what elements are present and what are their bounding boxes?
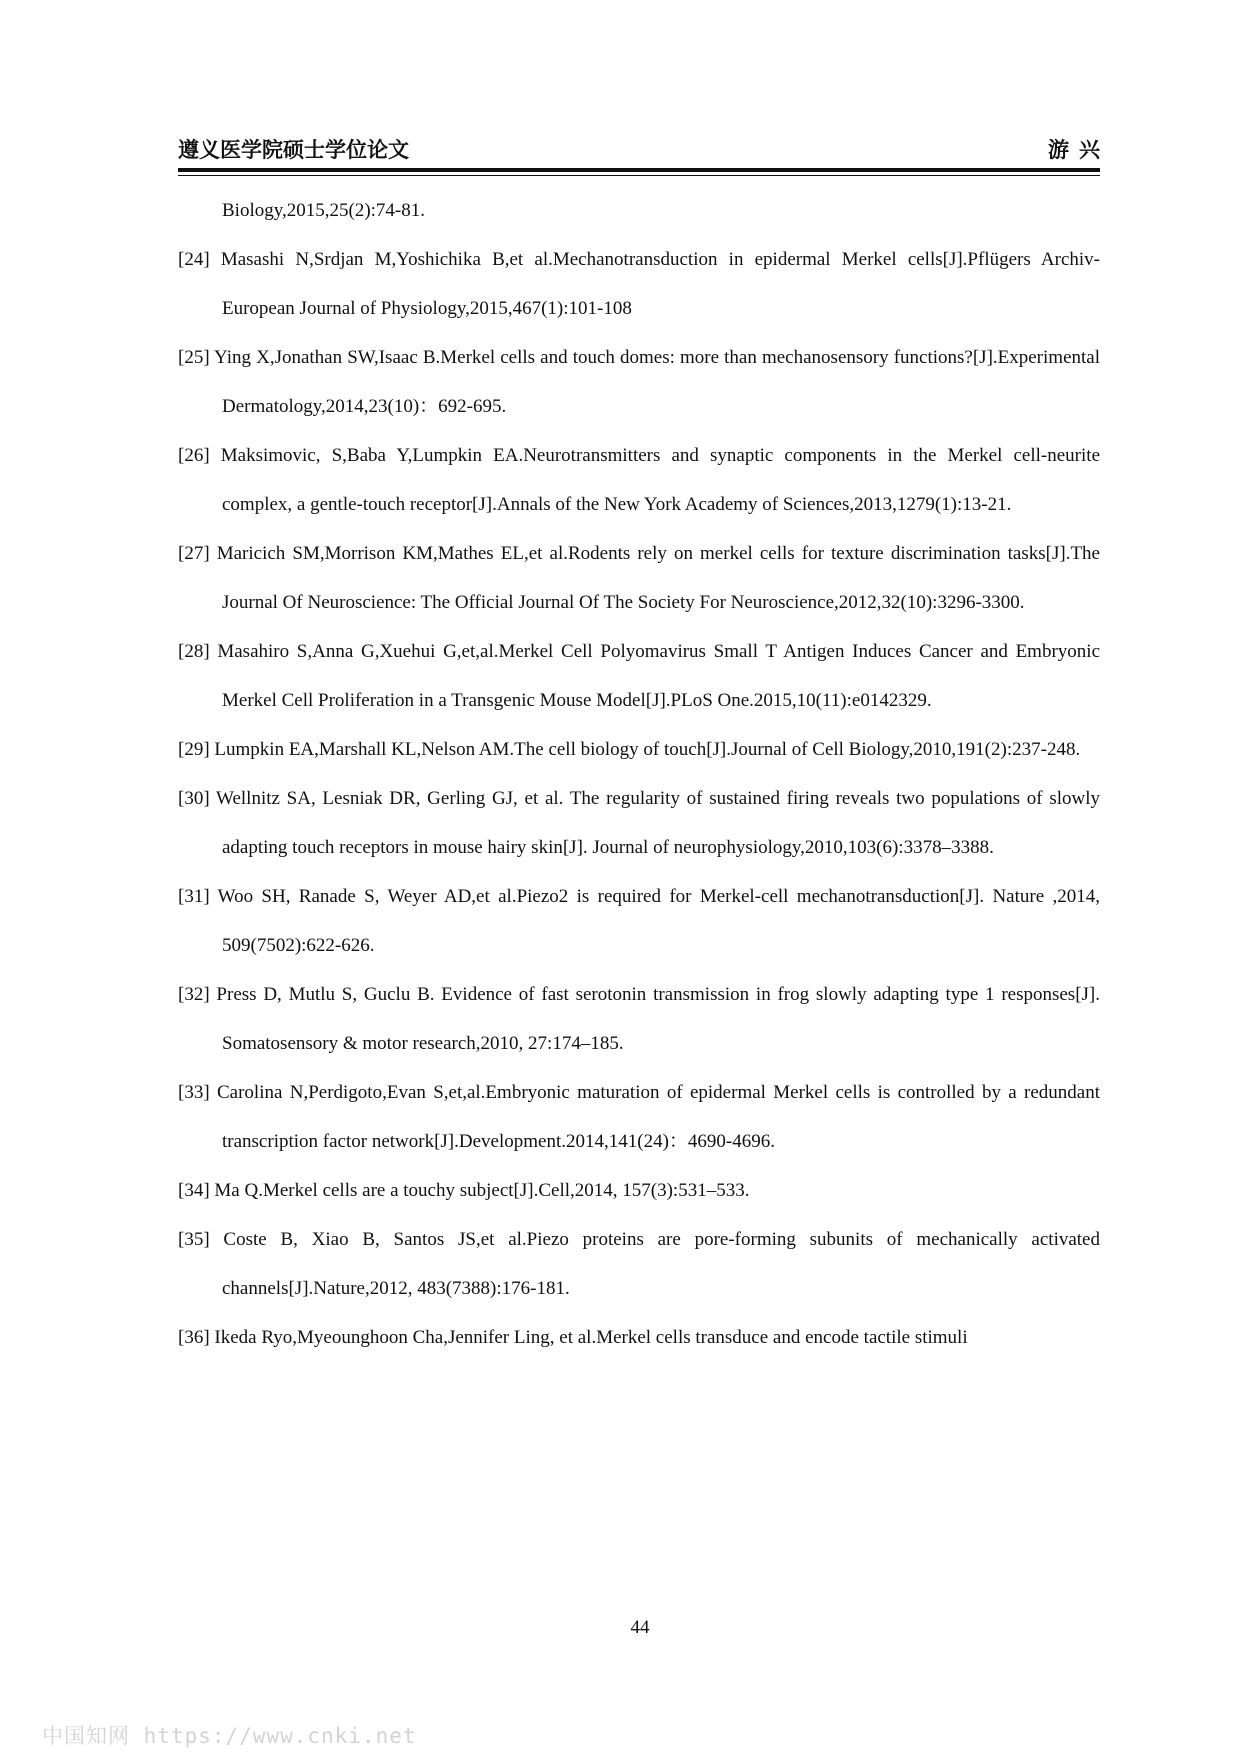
reference-list (178, 186, 1100, 1362)
cnki-watermark: 中国知网 https://www.cnki.net (42, 1724, 417, 1748)
reference-31: [31] Woo SH, Ranade S, Weyer AD,et al.Piezo2 is required for Merkel-cell mechanotransduction[J]. Nature ,2014, 509(7502):622-626. (178, 886, 1100, 956)
page-number: 44 (630, 1617, 650, 1638)
header-rule-thick (178, 168, 1100, 172)
thesis-title: 遵义医学院硕士学位论文 (178, 137, 409, 162)
running-header (178, 128, 1110, 164)
reference-36: [36] Ikeda Ryo,Myeounghoon Cha,Jennifer Ling, et al.Merkel cells transduce and encode tactile stimuli (178, 1327, 968, 1348)
reference-29: [29] Lumpkin EA,Marshall KL,Nelson AM.The cell biology of touch[J].Journal of Cell Biology,2010,191(2):237-248. (178, 739, 1081, 760)
reference-26: [26] Maksimovic, S,Baba Y,Lumpkin EA.Neurotransmitters and synaptic components in the Merkel cell-neurite complex, a gentle-touch receptor[J].Annals of the New York Academy of Sciences,2013,1279(1):13-21. (178, 445, 1100, 515)
reference-24: [24] Masashi N,Srdjan M,Yoshichika B,et al.Mechanotransduction in epidermal Merkel cells[J].Pflügers Archiv-European Journal of Physiology,2015,467(1):101-108 (178, 249, 1100, 319)
reference-continuation: Biology,2015,25(2):74-81. (222, 200, 426, 221)
reference-32: [32] Press D, Mutlu S, Guclu B. Evidence of fast serotonin transmission in frog slowly adapting type 1 responses[J]. Somatosensory & motor research,2010, 27:174–185. (178, 984, 1100, 1054)
reference-28: [28] Masahiro S,Anna G,Xuehui G,et,al.Merkel Cell Polyomavirus Small T Antigen Induces Cancer and Embryonic Merkel Cell Proliferation in a Transgenic Mouse Model[J].PLoS One.2015,10(11):e0142329. (178, 641, 1100, 711)
reference-34: [34] Ma Q.Merkel cells are a touchy subject[J].Cell,2014, 157(3):531–533. (178, 1180, 750, 1201)
header-rule-thin (178, 175, 1100, 176)
reference-35: [35] Coste B, Xiao B, Santos JS,et al.Piezo proteins are pore-forming subunits of mechanically activated channels[J].Nature,2012, 483(7388):176-181. (178, 1229, 1100, 1299)
reference-33: [33] Carolina N,Perdigoto,Evan S,et,al.Embryonic maturation of epidermal Merkel cells is controlled by a redundant transcription factor network[J].Development.2014,141(24)：4690-4696. (178, 1082, 1100, 1152)
reference-27: [27] Maricich SM,Morrison KM,Mathes EL,et al.Rodents rely on merkel cells for texture discrimination tasks[J].The Journal Of Neuroscience: The Official Journal Of The Society For Neuroscience,2012,32(10):3296-3300. (178, 543, 1100, 613)
reference-30: [30] Wellnitz SA, Lesniak DR, Gerling GJ, et al. The regularity of sustained firing reveals two populations of slowly adapting touch receptors in mouse hairy skin[J]. Journal of neurophysiology,2010,103(6):3378–3388. (178, 788, 1100, 858)
reference-25: [25] Ying X,Jonathan SW,Isaac B.Merkel cells and touch domes: more than mechanosensory functions?[J].Experimental Dermatology,2014,23(10)：692-695. (178, 347, 1100, 417)
author-name: 游兴 (1048, 137, 1110, 162)
